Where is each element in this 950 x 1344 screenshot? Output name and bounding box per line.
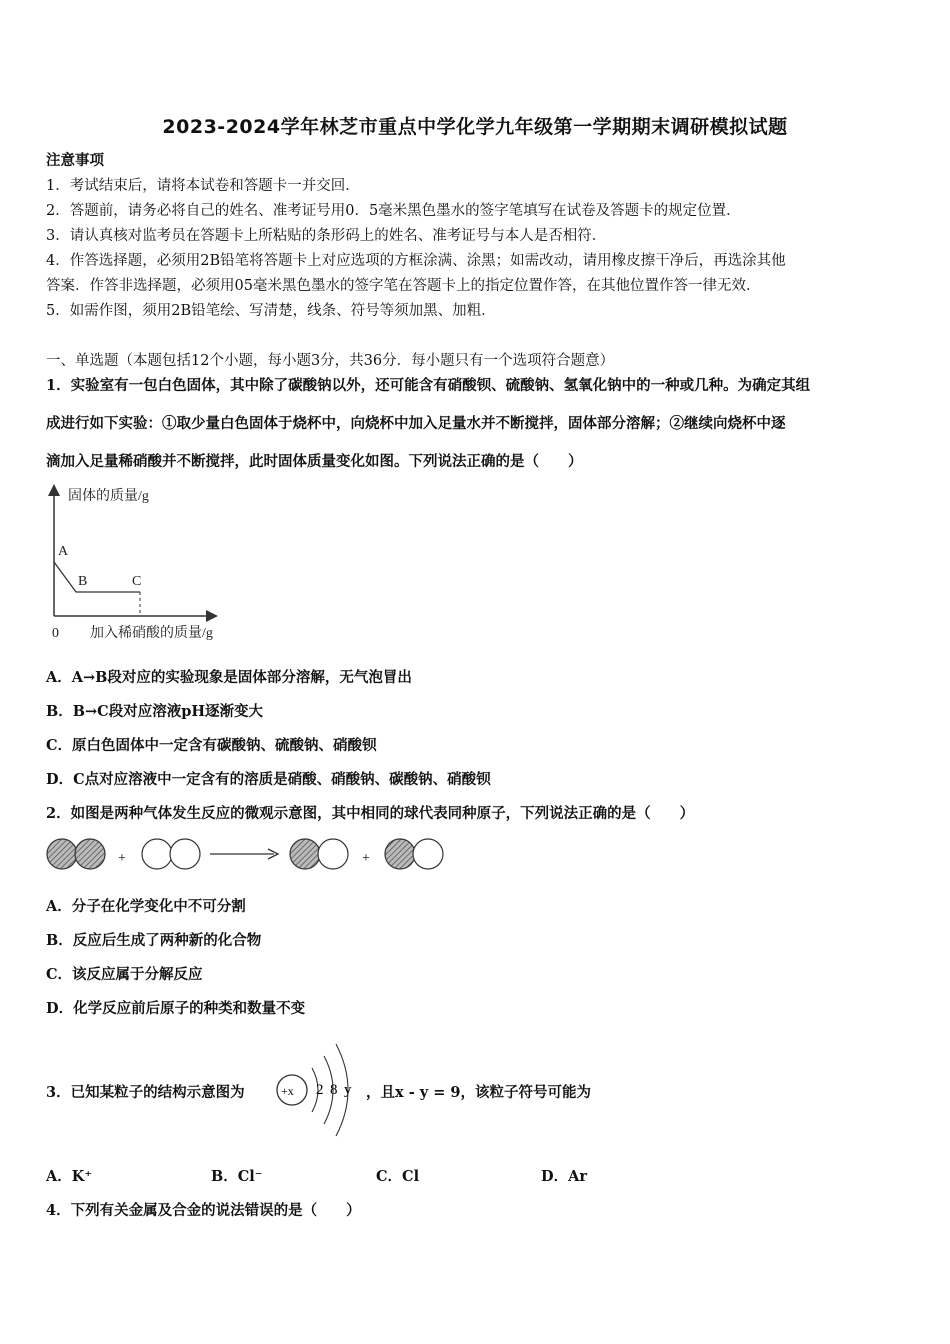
- notice-item: 1．考试结束后，请将本试卷和答题卡一并交回．: [46, 178, 360, 194]
- white-atom: [318, 839, 348, 869]
- page-title: 2023-2024学年林芝市重点中学化学九年级第一学期期末调研模拟试题: [162, 116, 788, 138]
- hatched-atom: [75, 839, 105, 869]
- q1-option-d: D．C点对应溶液中一定含有的溶质是硝酸、硝酸钠、碳酸钠、硝酸钡: [46, 771, 491, 788]
- point-c-label: C: [132, 574, 142, 589]
- q3-stem-after: ，且x - y = 9，该粒子符号可能为: [366, 1084, 592, 1101]
- q1-stem-line: 成进行如下实验：①取少量白色固体于烧杯中，向烧杯中加入足量水并不断搅拌，固体部分溶解；②继续向烧杯中逐: [46, 415, 786, 432]
- q2-option-a: A．分子在化学变化中不可分割: [46, 898, 246, 915]
- white-atom: [142, 839, 172, 869]
- q1-option-a: A．A→B段对应的实验现象是固体部分溶解，无气泡冒出: [46, 669, 412, 686]
- y-axis-label: 固体的质量/g: [68, 489, 149, 504]
- hatched-atom: [385, 839, 415, 869]
- notice-item: 答案．作答非选择题，必须用05毫米黑色墨水的签字笔在答题卡上的指定位置作答，在其他位置作答一律无效．: [46, 278, 761, 294]
- q2-reaction-diagram: [40, 832, 460, 876]
- shell-electrons: 2: [316, 1082, 324, 1098]
- q4-stem: 4．下列有关金属及合金的说法错误的是（ ）: [46, 1202, 361, 1219]
- q3-option-c: C．Cl: [376, 1168, 420, 1185]
- mass-curve: [54, 562, 140, 592]
- q1-stem-line: 滴加入足量稀硝酸并不断搅拌，此时固体质量变化如图。下列说法正确的是（ ）: [46, 453, 583, 470]
- q1-option-b: B．B→C段对应溶液pH逐渐变大: [46, 703, 264, 720]
- x-axis-label: 加入稀硝酸的质量/g: [90, 626, 213, 641]
- q1-option-c: C．原白色固体中一定含有碳酸钠、硫酸钠、硝酸钡: [46, 737, 377, 754]
- notice-item: 5．如需作图，须用2B铅笔绘、写清楚，线条、符号等须加黑、加粗．: [46, 303, 496, 319]
- q2-option-d: D．化学反应前后原子的种类和数量不变: [46, 1000, 306, 1017]
- hatched-atom: [47, 839, 77, 869]
- atom-structure-diagram: [270, 1034, 370, 1144]
- point-a-label: A: [58, 544, 69, 559]
- origin-label: 0: [52, 626, 59, 641]
- q3-option-d: D．Ar: [541, 1168, 587, 1185]
- notice-item: 2．答题前，请务必将自己的姓名、准考证号用0．5毫米黑色墨水的签字笔填写在试卷及答题卡的规定位置．: [46, 203, 741, 219]
- plus-sign: +: [118, 851, 126, 866]
- q1-graph: [40, 482, 260, 647]
- q2-stem: 2．如图是两种气体发生反应的微观示意图，其中相同的球代表同种原子，下列说法正确的是（ ）: [46, 805, 695, 822]
- notice-item: 4．作答选择题，必须用2B铅笔将答题卡上对应选项的方框涂满、涂黑；如需改动，请用橡皮擦干净后，再选涂其他: [46, 253, 786, 269]
- white-atom: [170, 839, 200, 869]
- q3-option-a: A．K⁺: [46, 1168, 93, 1185]
- white-atom: [413, 839, 443, 869]
- shell-electrons: y: [344, 1082, 352, 1098]
- nucleus-charge: +x: [281, 1084, 294, 1098]
- q2-option-b: B．反应后生成了两种新的化合物: [46, 932, 262, 949]
- notice-item: 3．请认真核对监考员在答题卡上所粘贴的条形码上的姓名、准考证号与本人是否相符．: [46, 228, 607, 244]
- plus-sign: +: [362, 851, 370, 866]
- point-b-label: B: [78, 574, 88, 589]
- shell-electrons: 8: [330, 1082, 338, 1098]
- q2-option-c: C．该反应属于分解反应: [46, 966, 203, 983]
- hatched-atom: [290, 839, 320, 869]
- q1-stem-line: 1．实验室有一包白色固体，其中除了碳酸钠以外，还可能含有硝酸钡、硫酸钠、氢氧化钠中的一种或几种。为确定其组: [46, 377, 811, 394]
- section-heading: 一、单选题（本题包括12个小题，每小题3分，共36分．每小题只有一个选项符合题意）: [46, 353, 615, 369]
- notice-heading: 注意事项: [46, 152, 104, 169]
- q3-option-b: B．Cl⁻: [211, 1168, 263, 1185]
- q3-stem-before: 3．已知某粒子的结构示意图为: [46, 1084, 245, 1101]
